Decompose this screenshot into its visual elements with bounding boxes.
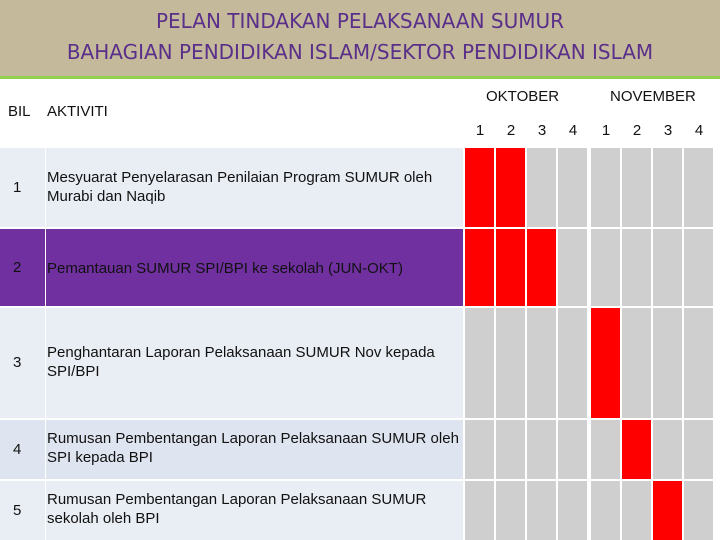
gantt-cell-active [496,229,525,306]
table-row [0,229,463,306]
gantt-cell-active [591,308,620,418]
row-aktiviti: Rumusan Pembentangan Laporan Pelaksanaan SUMUR sekolah oleh BPI [47,491,427,527]
week-header-nov-4: 4 [694,122,704,139]
gantt-cell [591,481,620,540]
row-bil: 4 [13,440,22,458]
title-line-2: BAHAGIAN PENDIDIKAN ISLAM/SEKTOR PENDIDIKAN ISLAM [66,40,654,64]
gantt-cell [558,481,587,540]
gantt-cell [558,148,587,227]
gantt-cell [558,420,587,479]
gantt-cell [622,481,651,540]
gantt-cell [496,481,525,540]
gantt-cell [684,308,713,418]
table-row [0,481,463,540]
row-aktiviti: Penghantaran Laporan Pelaksanaan SUMUR Nov kepada SPI/BPI [47,344,435,380]
header-month-november: NOVEMBER [610,88,696,105]
row-aktiviti: Pemantauan SUMUR SPI/BPI ke sekolah (JUN-OKT) [47,260,403,277]
column-divider [45,420,46,479]
gantt-cell [653,308,682,418]
gantt-cell-active [465,148,494,227]
gantt-cell-active [496,148,525,227]
table-row [0,308,463,418]
slide-title [0,0,720,76]
column-divider [45,308,46,418]
gantt-cell [653,420,682,479]
row-bil: 5 [13,501,22,519]
row-bil: 3 [13,354,22,371]
gantt-cell [622,229,651,306]
week-header-okt-2: 2 [506,122,516,139]
gantt-cell [527,308,556,418]
gantt-cell [653,148,682,227]
row-aktiviti: Rumusan Pembentangan Laporan Pelaksanaan SUMUR oleh SPI kepada BPI [47,430,459,466]
gantt-cell [527,420,556,479]
gantt-cell-active [527,229,556,306]
gantt-cell [496,420,525,479]
gantt-cell [465,420,494,479]
row-bil: 1 [13,178,22,196]
gantt-cell [527,148,556,227]
header-aktiviti: AKTIVITI [47,103,108,120]
table-row [0,420,463,479]
row-bil: 2 [13,258,22,276]
table-row [0,148,463,227]
gantt-cell [684,481,713,540]
week-header-nov-2: 2 [632,122,642,139]
gantt-cell [684,229,713,306]
header-bil: BIL [8,103,31,120]
week-header-okt-3: 3 [537,122,547,139]
gantt-cell [591,229,620,306]
gantt-cell [465,308,494,418]
gantt-cell [684,420,713,479]
gantt-cell [527,481,556,540]
gantt-cell-active [622,420,651,479]
week-header-nov-3: 3 [663,122,673,139]
gantt-cell [653,229,682,306]
gantt-cell [622,148,651,227]
gantt-cell [465,481,494,540]
gantt-cell [558,229,587,306]
gantt-cell [684,148,713,227]
gantt-cell [558,308,587,418]
row-aktiviti: Mesyuarat Penyelarasan Penilaian Program SUMUR oleh Murabi dan Naqib [47,169,433,205]
title-line-1: PELAN TINDAKAN PELAKSANAAN SUMUR [155,9,565,33]
gantt-cell-active [653,481,682,540]
gantt-cell [496,308,525,418]
week-header-okt-1: 1 [475,122,485,139]
gantt-cell-active [465,229,494,306]
column-divider [45,148,46,227]
header-accent-line [0,76,720,79]
column-divider [45,481,46,540]
gantt-cell [591,148,620,227]
column-divider [45,229,46,306]
gantt-cell [622,308,651,418]
week-header-okt-4: 4 [568,122,578,139]
header-month-oktober: OKTOBER [486,88,560,105]
gantt-cell [591,420,620,479]
week-header-nov-1: 1 [601,122,611,139]
